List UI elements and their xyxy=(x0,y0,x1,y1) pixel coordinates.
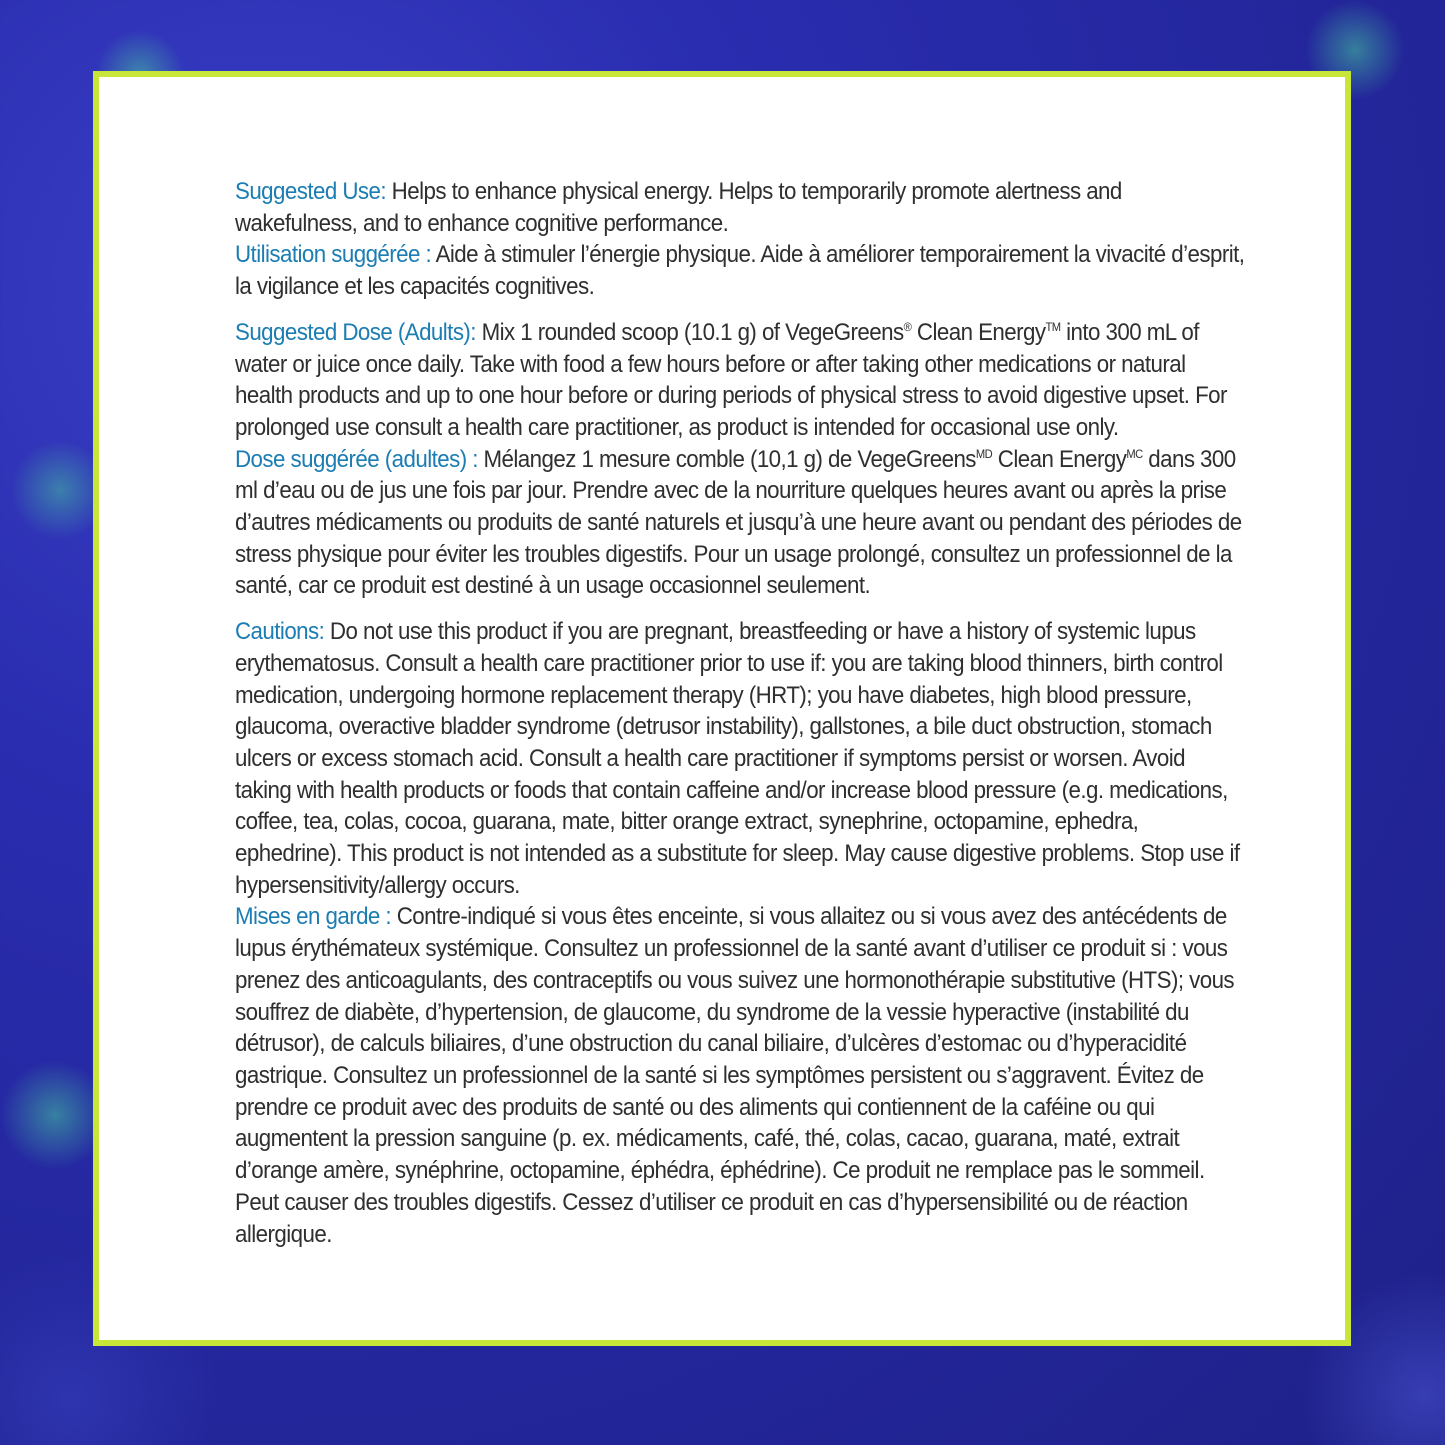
dose-suggeree-label: Dose suggérée (adultes) : xyxy=(235,445,478,473)
cautions-paragraph xyxy=(235,616,1245,901)
dose-suggeree-text-c: dans 300 ml d’eau ou de jus une fois par jour. Prendre avec de la nourriture quelques heures avant ou après la prise d’autres médicaments ou produits de santé naturels et jusqu’à une heure avant ou pendant des périodes de stress physique pour éviter les troubles digestifs. Pour un usage prolongé, consultez un professionnel de la santé, car ce produit est destiné à un usage occasionnel seulement. xyxy=(235,445,1242,600)
label-panel xyxy=(93,71,1351,1346)
cautions-text: Do not use this product if you are pregnant, breastfeeding or have a history of systemic lupus erythematosus. Consult a health care practitioner prior to use if: you are taking blood thinners, birth control medication, undergoing hormone replacement therapy (HRT); you have diabetes, high blood pressure, glaucoma, overactive bladder syndrome (detrusor instability), gallstones, a bile duct obstruction, stomach ulcers or excess stomach acid. Consult a health care practitioner if symptoms persist or worsen. Avoid taking with health products or foods that contain caffeine and/or increase blood pressure (e.g. medications, coffee, tea, colas, cocoa, guarana, mate, bitter orange extract, synephrine, octopamine, ephedra, ephedrine). This product is not intended as a substitute for sleep. May cause digestive problems. Stop use if hypersensitivity/allergy occurs. xyxy=(235,618,1240,899)
marque-commerce-mark: MC xyxy=(1126,446,1143,461)
dose-suggeree-paragraph xyxy=(235,444,1245,603)
mises-en-garde-label: Mises en garde : xyxy=(235,903,392,931)
utilisation-suggeree-label: Utilisation suggérée : xyxy=(235,241,432,269)
utilisation-suggeree-text: Aide à stimuler l’énergie physique. Aide à améliorer temporairement la vivacité d’esprit, la vigilance et les capacités cognitives. xyxy=(235,241,1245,301)
suggested-dose-label: Suggested Dose (Adults): xyxy=(235,318,476,346)
cautions-label: Cautions: xyxy=(235,618,325,646)
suggested-use-text: Helps to enhance physical energy. Helps to temporarily promote alertness and wakefulness, and to enhance cognitive performance. xyxy=(235,178,1122,237)
mises-en-garde-paragraph xyxy=(235,901,1245,1250)
suggested-use-label: Suggested Use: xyxy=(235,178,387,205)
suggested-dose-text-a: Mix 1 rounded scoop (10.1 g) of VegeGreens xyxy=(475,318,904,346)
dose-suggeree-text-a: Mélangez 1 mesure comble (10,1 g) de VegeGreens xyxy=(477,445,976,473)
marque-deposee-mark: MD xyxy=(975,446,993,461)
suggested-dose-text-b: Clean Energy xyxy=(911,318,1046,346)
trademark-mark: TM xyxy=(1045,319,1061,334)
utilisation-suggeree-paragraph xyxy=(235,239,1245,302)
suggested-dose-text-c: into 300 mL of water or juice once daily. Take with food a few hours before or after taking other medications or natural health products and up to one hour before or during periods of physical stress to avoid digestive upset. For prolonged use consult a health care practitioner, as product is intended for occasional use only. xyxy=(235,318,1227,441)
registered-mark: ® xyxy=(903,319,912,334)
suggested-use-paragraph xyxy=(235,176,1245,239)
dose-suggeree-text-b: Clean Energy xyxy=(992,445,1127,473)
label-text-block xyxy=(235,176,1245,1250)
mises-en-garde-text: Contre-indiqué si vous êtes enceinte, si vous allaitez ou si vous avez des antécédents de lupus érythémateux systémique. Consultez un professionnel de la santé avant d’utiliser ce produit si : vous prenez des anticoagulants, des contraceptifs ou vous suivez une hormonothérapie substitutive (HTS); vous souffrez de diabète, d’hypertension, de glaucome, du syndrome de la vessie hyperactive (instabilité du détrusor), de calculs biliaires, d’une obstruction du canal biliaire, d’ulcères d’estomac ou d’hyperacidité gastrique. Consultez un professionnel de la santé si les symptômes persistent ou s’aggravent. Évitez de prendre ce produit avec des produits de santé ou des aliments qui contiennent de la caféine ou qui augmentent la pression sanguine (p. ex. médicaments, café, thé, colas, cacao, guarana, maté, extrait d’orange amère, synéphrine, octopamine, éphédra, éphédrine). Ce produit ne remplace pas le sommeil. Peut causer des troubles digestifs. Cessez d’utiliser ce produit en cas d’hypersensibilité ou de réaction allergique. xyxy=(235,903,1235,1248)
suggested-dose-paragraph xyxy=(235,317,1245,444)
